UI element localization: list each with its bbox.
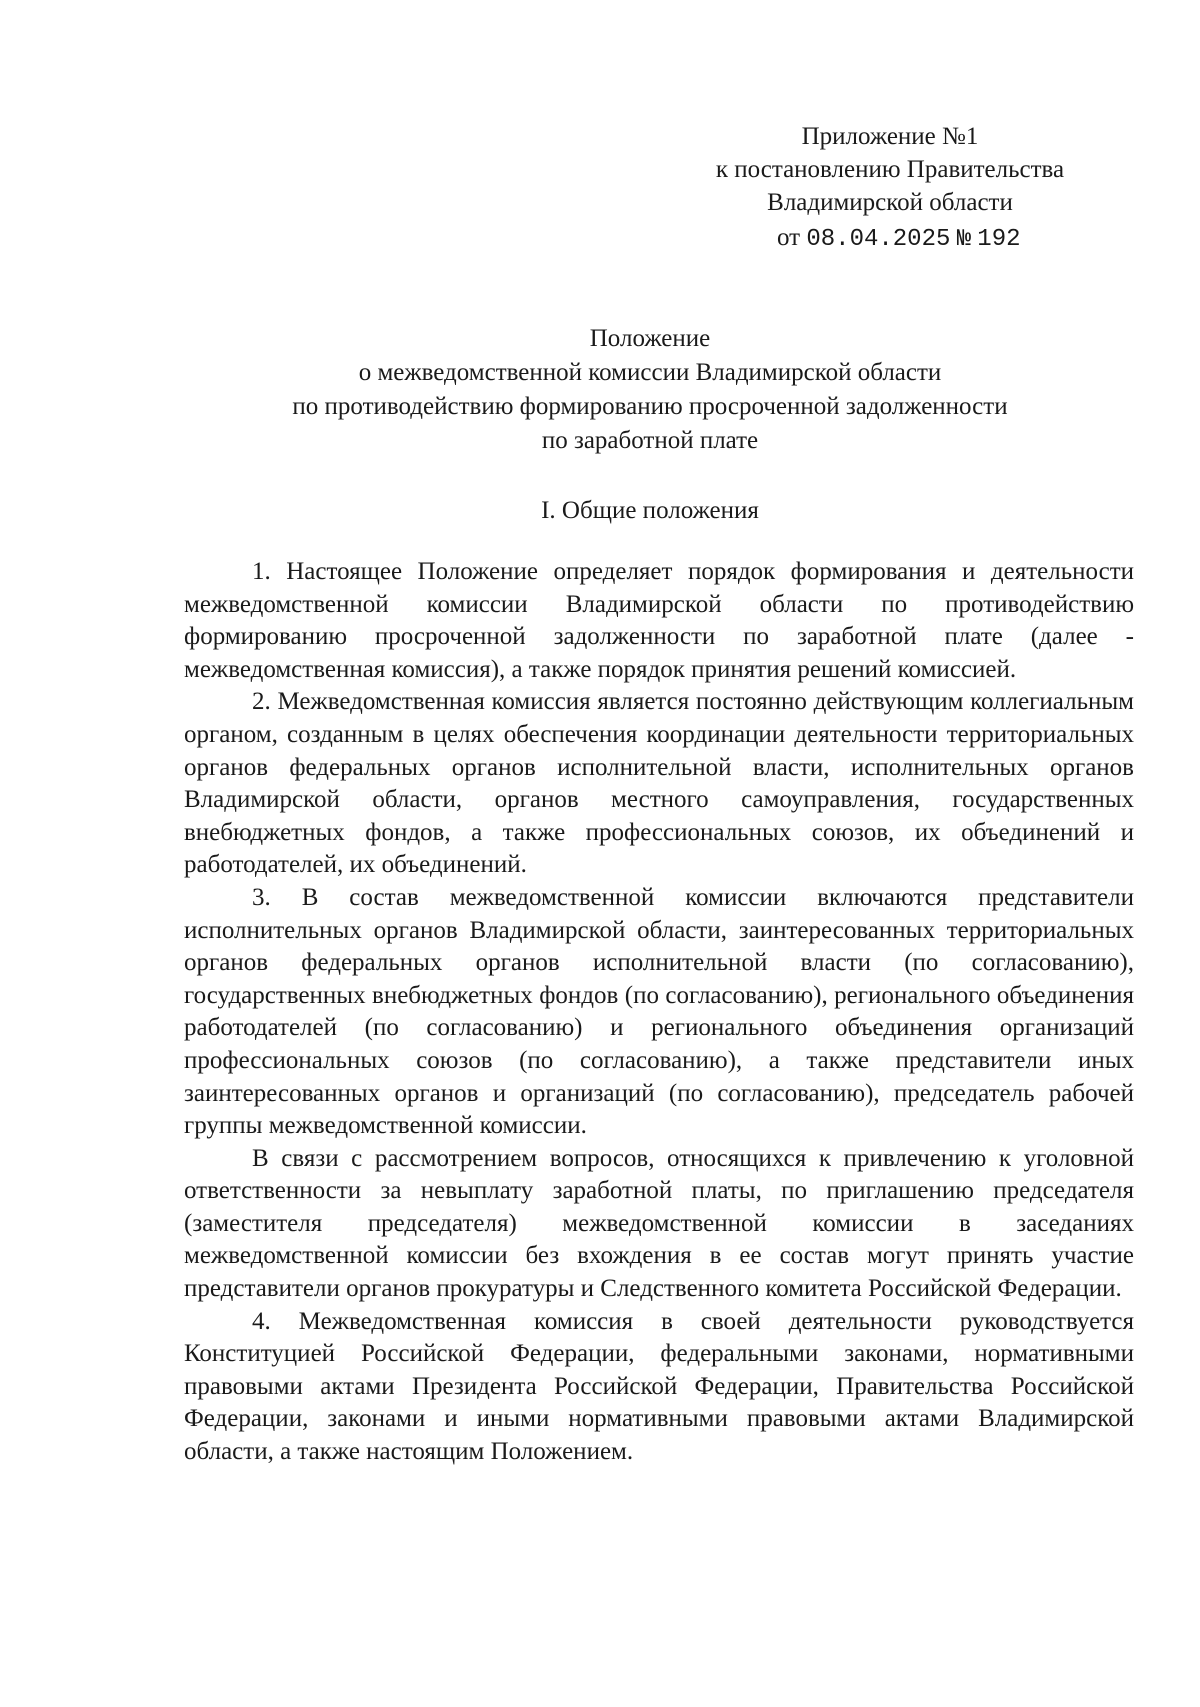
resolution-number: 192: [977, 226, 1021, 253]
title-line-3: по противодействию формированию просроченной задолженности: [292, 393, 1008, 420]
appendix-date-line: [680, 221, 1100, 256]
document-body: [184, 556, 1134, 1469]
appendix-resolution-ref: к постановлению Правительства: [715, 156, 1065, 183]
paragraph-4: 4. Межведомственная комиссия в своей деятельности руководствуется Конституцией Российской Федерации, федеральными законами, нормативными правовыми актами Президента Российской Федерации, Правительства Российской Федерации, законами и иными нормативными правовыми актами Владимирской области, а также настоящим Положением.: [184, 1307, 1134, 1466]
resolution-date: 08.04.2025: [806, 226, 951, 253]
title-line-1: Положение: [589, 325, 711, 352]
title-line-4: по заработной плате: [541, 427, 759, 454]
number-label: №: [956, 226, 972, 253]
date-prefix: от: [777, 224, 801, 251]
section-heading: I. Общие положения: [541, 497, 759, 524]
appendix-title: Приложение №1: [801, 123, 979, 150]
paragraph-2: 2. Межведомственная комиссия является постоянно действующим коллегиальным органом, созданным в целях обеспечения координации деятельности территориальных органов федеральных органов исполнительной власти, исполнительных органов Владимирской области, органов местного самоуправления, государственных внебюджетных фондов, а также профессиональных союзов, их объединений и работодателей, их объединений.: [184, 688, 1134, 879]
document-title: [180, 322, 1120, 458]
paragraph-3: 3. В состав межведомственной комиссии включаются представители исполнительных органов Владимирской области, заинтересованных территориальных органов федеральных органов исполнительной власти (по согласованию), государственных внебюджетных фондов (по согласованию), регионального объединения работодателей (по согласованию) и регионального объединения организаций профессиональных союзов (по согласованию), а также представители иных заинтересованных органов и организаций (по согласованию), председатель рабочей группы межведомственной комиссии.: [184, 883, 1134, 1140]
paragraph-1: 1. Настоящее Положение определяет порядок формирования и деятельности межведомственной комиссии Владимирской области по противодействию формированию просроченной задолженности по заработной плате (далее - межведомственная комиссия), а также порядок принятия решений комиссией.: [184, 558, 1134, 683]
appendix-header: [680, 120, 1100, 256]
paragraph-3-continued: В связи с рассмотрением вопросов, относящихся к привлечению к уголовной ответственности за невыплату заработной платы, по приглашению председателя (заместителя председателя) межведомственной комиссии в заседаниях межведомственной комиссии без вхождения в ее состав могут принять участие представители органов прокуратуры и Следственного комитета Российской Федерации.: [184, 1144, 1134, 1303]
title-line-2: о межведомственной комиссии Владимирской области: [358, 359, 942, 386]
appendix-region: Владимирской области: [767, 189, 1013, 216]
